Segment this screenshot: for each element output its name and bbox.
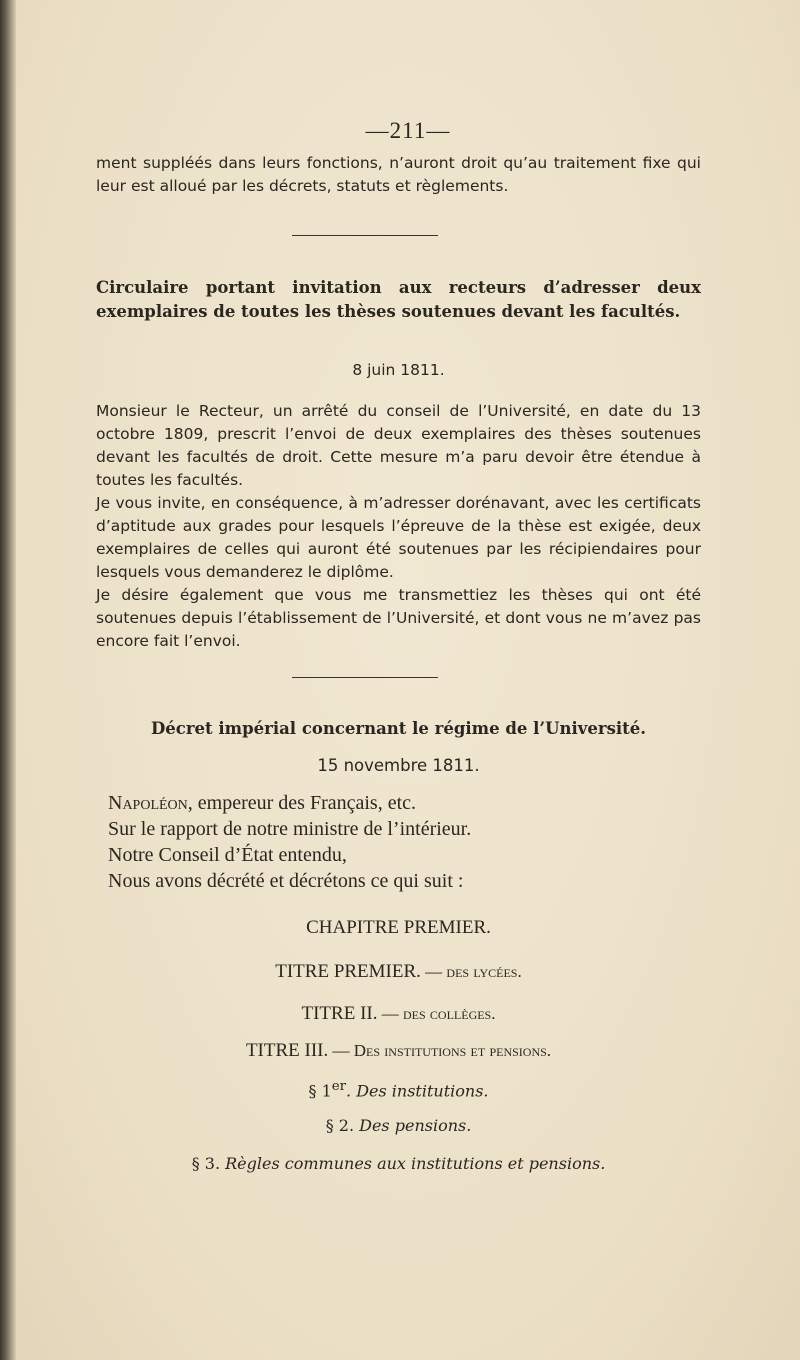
titre-name: — Des institutions et pensions. — [328, 1041, 552, 1060]
emperor-name: Napoléon, — [108, 792, 193, 814]
section-heading — [96, 1154, 701, 1173]
section-number: § 2. — [325, 1116, 355, 1135]
decree-preamble — [108, 790, 713, 894]
circular-paragraph: Monsieur le Recteur, un arrêté du conseil de l’Université, en date du 13 octobre 1809, prescrit l’envoi de deux exemplaires des thèses soutenues devant les facultés de droit. Cette mesure m’a paru devoir être étendue à toutes les facultés. — [96, 402, 701, 489]
circular-body — [96, 400, 701, 653]
titre-heading — [96, 1003, 701, 1025]
titre-number: TITRE PREMIER. — [275, 961, 421, 982]
circular-paragraph: Je désire également que vous me transmettiez les thèses qui ont été soutenues depuis l’établissement de l’Université, et dont vous ne m’avez pas encore fait l’envoi. — [96, 586, 701, 650]
decree-date: 15 novembre 1811. — [317, 756, 480, 775]
circular-title: Circulaire portant invitation aux recteurs d’adresser deux exemplaires de toutes les thèses soutenues devant les facultés. — [96, 278, 701, 321]
preamble-line: Nous avons décrété et décrétons ce qui suit : — [108, 870, 464, 892]
decree-title-block — [96, 717, 701, 741]
section-heading — [96, 1116, 701, 1135]
titre-heading — [96, 1040, 701, 1062]
titre-name: — des lycées. — [420, 962, 522, 981]
preamble-line: Notre Conseil d’État entendu, — [108, 844, 347, 866]
section-title: . Des institutions. — [346, 1081, 489, 1101]
emperor-title: empereur des Français, etc. — [192, 792, 417, 814]
book-page — [16, 0, 800, 1360]
section-number: § 3. — [191, 1154, 221, 1173]
section-title: Règles communes aux institutions et pensions. — [220, 1154, 606, 1173]
titre-name: — des collèges. — [377, 1004, 496, 1023]
preamble-line — [108, 790, 713, 816]
opening-paragraph-block — [96, 152, 701, 198]
titre-number: TITRE II. — [301, 1003, 378, 1024]
section-divider — [292, 677, 438, 678]
titre-heading — [96, 961, 701, 983]
section-number: § 1 — [308, 1081, 332, 1101]
circular-title-block — [96, 276, 701, 324]
opening-paragraph: ment suppléés dans leurs fonctions, n’auront droit qu’au traitement fixe qui leur est alloué par les décrets, statuts et règlements. — [96, 154, 701, 195]
circular-paragraph: Je vous invite, en conséquence, à m’adresser dorénavant, avec les certificats d’aptitude aux grades pour lesquels l’épreuve de la thèse est exigée, deux exemplaires de celles qui auront été soutenues par les récipiendaires pour lesquels vous demanderez le diplôme. — [96, 494, 701, 581]
decree-title: Décret impérial concernant le régime de l’Université. — [150, 719, 647, 738]
section-heading — [96, 1079, 701, 1100]
page-number: —211— — [365, 118, 451, 143]
circular-date: 8 juin 1811. — [352, 361, 445, 379]
preamble-line: Sur le rapport de notre ministre de l’intérieur. — [108, 818, 472, 840]
section-number-suffix: er — [331, 1079, 347, 1094]
book-gutter — [0, 0, 16, 1360]
section-title: Des pensions. — [354, 1116, 472, 1135]
titre-number: TITRE III. — [245, 1040, 329, 1061]
chapter-heading: CHAPITRE PREMIER. — [306, 917, 491, 938]
section-divider — [292, 235, 438, 236]
